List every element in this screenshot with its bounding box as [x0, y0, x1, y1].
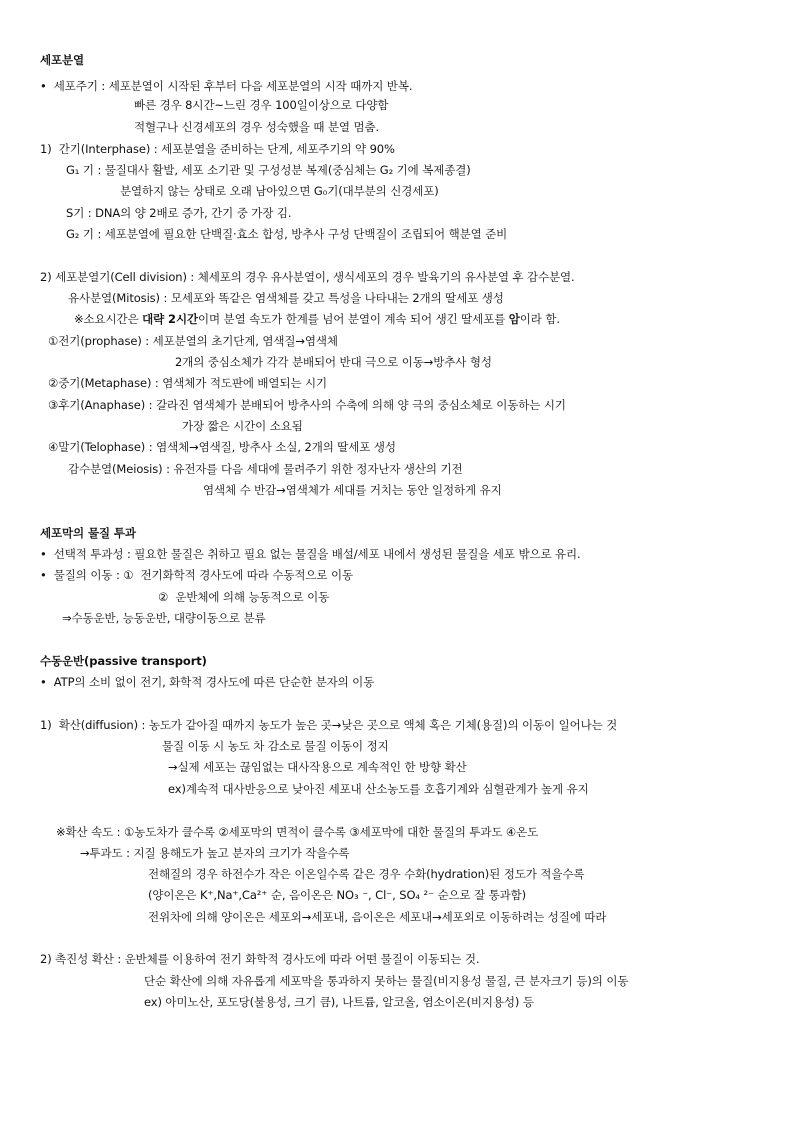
section-title-cell-division: 세포분열	[40, 53, 85, 67]
item-diffusion: 1) 확산(diffusion) : 농도가 같아질 때까지 농도가 높은 곳→낮은 곳으로 액체 혹은 기체(용질)의 이동이 일어나는 것	[40, 718, 618, 732]
diffusion-rate: ※확산 속도 : ①농도차가 클수록 ②세포막의 면적이 클수록 ③세포막에 대한 물질의 투과도 ④온도	[56, 825, 539, 839]
text-line: 가장 짧은 시간이 소요됨	[182, 419, 303, 433]
text-line: ⇒수동운반, 능동운반, 대량이동으로 분류	[62, 611, 266, 625]
permeability: →투과도 : 지질 용해도가 높고 분자의 크기가 작을수록	[80, 846, 350, 860]
text-line: ex) 아미노산, 포도당(불용성, 크기 큼), 나트륨, 알코올, 염소이온(비지용성) 등	[144, 995, 534, 1009]
item-anaphase: ③후기(Anaphase) : 갈라진 염색체가 분배되어 방추사의 수축에 의해 양 극의 중심소체로 이동하는 시기	[48, 398, 566, 412]
text-line: 이라 함.	[519, 312, 560, 326]
text-line: ex)계속적 대사반응으로 낮아진 세포내 산소농도를 호흡기계와 심혈관계가 높게 유지	[168, 782, 589, 796]
item-metaphase: ②중기(Metaphase) : 염색체가 적도판에 배열되는 시기	[48, 376, 328, 390]
item-facilitated: 2) 촉진성 확산 : 운반체를 이용하여 전기 화학적 경사도에 따라 어떤 물질이 이동되는 것.	[40, 952, 480, 966]
item-mitosis: 유사분열(Mitosis) : 모세포와 똑같은 염색체를 갖고 특성을 나타내는 2개의 딸세포 생성	[68, 291, 504, 305]
bullet-selective: • 선택적 투과성 : 필요한 물질은 취하고 필요 없는 물질을 배설/세포 내에서 생성된 물질을 세포 밖으로 유리.	[40, 547, 581, 561]
text-line: 2개의 중심소체가 각각 분배되어 반대 극으로 이동→방추사 형성	[175, 355, 492, 369]
text-line: ※소요시간은	[74, 312, 143, 326]
text-line: →실제 세포는 끊임없는 대사작용으로 계속적인 한 방향 확산	[168, 760, 467, 774]
mitosis-note	[74, 311, 560, 327]
item-g2: G₂ 기 : 세포분열에 필요한 단백질·효소 합성, 방추사 구성 단백질이 조립되어 핵분열 준비	[66, 227, 508, 241]
section-title-membrane: 세포막의 물질 투과	[40, 526, 136, 540]
emphasis: 대략 2시간	[142, 312, 198, 326]
item-meiosis: 감수분열(Meiosis) : 유전자를 다음 세대에 물려주기 위한 정자난자 생산의 기전	[68, 462, 463, 476]
item-interphase: 1) 간기(Interphase) : 세포분열을 준비하는 단계, 세포주기의 약 90%	[40, 142, 395, 156]
text-line: (양이온은 K⁺,Na⁺,Ca²⁺ 순, 음이온은 NO₃ ⁻, Cl⁻, SO₄ ²⁻ 순으로 잘 통과함)	[148, 888, 527, 902]
bullet-movement: • 물질의 이동 : ① 전기화학적 경사도에 따라 수동적으로 이동	[40, 568, 353, 582]
text-line: 전위차에 의해 양이온은 세포외→세포내, 음이온은 세포내→세포외로 이동하려는 성질에 따라	[148, 910, 607, 924]
text-line: 염색체 수 반감→염색체가 세대를 거치는 동안 일정하게 유지	[203, 483, 502, 497]
text-line: 전해질의 경우 하전수가 작은 이온일수록 같은 경우 수화(hydration)된 정도가 적을수록	[148, 867, 585, 881]
emphasis: 암	[508, 312, 520, 326]
bullet-cell-cycle: • 세포주기 : 세포분열이 시작된 후부터 다음 세포분열의 시작 때까지 반복.	[40, 79, 413, 93]
text-line: 이며 분열 속도가 한계를 넘어 분열이 계속 되어 생긴 딸세포를	[197, 312, 509, 326]
item-s: S기 : DNA의 양 2배로 증가, 간기 중 가장 김.	[66, 206, 292, 220]
item-cell-division: 2) 세포분열기(Cell division) : 체세포의 경우 유사분열이, 생식세포의 경우 발육기의 유사분열 후 감수분열.	[40, 270, 575, 284]
text-line: 단순 확산에 의해 자유롭게 세포막을 통과하지 못하는 물질(비지용성 물질, 큰 분자크기 등)의 이동	[144, 974, 629, 988]
text-line: 적혈구나 신경세포의 경우 성숙했을 때 분열 멈춤.	[134, 120, 380, 134]
item-telophase: ④말기(Telophase) : 염색체→염색질, 방추사 소실, 2개의 딸세포 생성	[48, 440, 396, 454]
section-title-passive: 수동운반(passive transport)	[40, 654, 207, 668]
item-prophase: ①전기(prophase) : 세포분열의 초기단계, 염색질→염색체	[48, 334, 338, 348]
text-line: 빠른 경우 8시간~느린 경우 100일이상으로 다양함	[134, 98, 389, 112]
text-line: 분열하지 않는 상태로 오래 남아있으면 G₀기(대부분의 신경세포)	[120, 184, 439, 198]
text-line: ② 운반체에 의해 능동적으로 이동	[158, 590, 330, 604]
bullet-atp: • ATP의 소비 없이 전기, 화학적 경사도에 따른 단순한 분자의 이동	[40, 675, 375, 689]
text-line: 물질 이동 시 농도 차 감소로 물질 이동이 정지	[162, 739, 389, 753]
item-g1: G₁ 기 : 물질대사 활발, 세포 소기관 및 구성성분 복제(중심체는 G₂ 기에 복제종결)	[66, 163, 471, 177]
